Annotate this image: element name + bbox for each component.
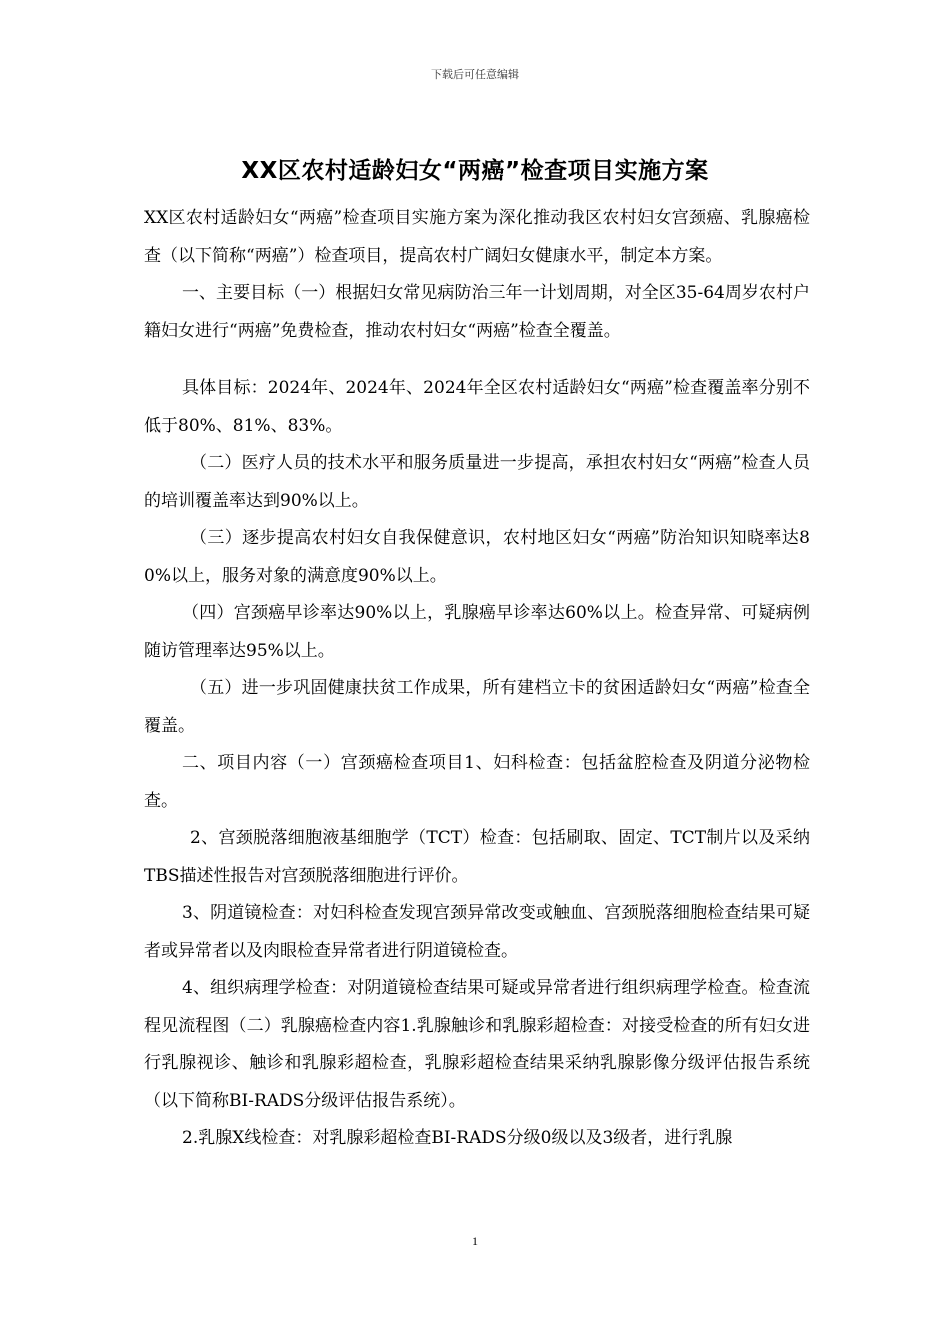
paragraph-gap — [144, 350, 810, 370]
paragraph-goal-5: （五）进一步巩固健康扶贫工作成果，所有建档立卡的贫困适龄妇女“两癌”检查全覆盖。 — [144, 678, 810, 736]
paragraph-project-content: 二、项目内容（一）宫颈癌检查项目1、妇科检查：包括盆腔检查及阴道分泌物检查。 — [144, 753, 810, 811]
paragraph-xray: 2.乳腺X线检查：对乳腺彩超检查BI-RADS分级0级以及3级者，进行乳腺 — [182, 1128, 733, 1148]
document-body — [144, 200, 810, 1158]
page-number: 1 — [472, 1234, 478, 1248]
paragraph-goal-4: （四）宫颈癌早诊率达90%以上，乳腺癌早诊率达60%以上。检查异常、可疑病例随访管理率达95%以上。 — [144, 603, 810, 661]
paragraph-specific-goal: 具体目标：2024年、2024年、2024年全区农村适龄妇女“两癌”检查覆盖率分别不低于80%、81%、83%。 — [144, 378, 810, 436]
paragraph-tct: 2、宫颈脱落细胞液基细胞学（TCT）检查：包括刷取、固定、TCT制片以及采纳TBS描述性报告对宫颈脱落细胞进行评价。 — [144, 828, 810, 886]
header-note: 下载后可任意编辑 — [431, 68, 519, 81]
paragraph-main-goal: 一、主要目标（一）根据妇女常见病防治三年一计划周期，对全区35-64周岁农村户籍妇女进行“两癌”免费检查，推动农村妇女“两癌”检查全覆盖。 — [144, 283, 810, 341]
paragraph-goal-2: （二）医疗人员的技术水平和服务质量进一步提高，承担农村妇女“两癌”检查人员的培训覆盖率达到90%以上。 — [144, 453, 810, 511]
paragraph-pathology: 4、组织病理学检查：对阴道镜检查结果可疑或异常者进行组织病理学检查。检查流程见流程图（二）乳腺癌检查内容1.乳腺触诊和乳腺彩超检查：对接受检查的所有妇女进行乳腺视诊、触诊和乳腺彩超检查，乳腺彩超检查结果采纳乳腺影像分级评估报告系统（以下简称BI-RADS分级评估报告系统）。 — [144, 978, 810, 1111]
paragraph-goal-3: （三）逐步提高农村妇女自我保健意识，农村地区妇女“两癌”防治知识知晓率达80%以上，服务对象的满意度90%以上。 — [144, 528, 810, 586]
paragraph-colposcopy: 3、阴道镜检查：对妇科检查发现宫颈异常改变或触血、宫颈脱落细胞检查结果可疑者或异常者以及肉眼检查异常者进行阴道镜检查。 — [144, 903, 810, 961]
paragraph-intro: XX区农村适龄妇女“两癌”检查项目实施方案为深化推动我区农村妇女宫颈癌、乳腺癌检查（以下简称“两癌”）检查项目，提高农村广阔妇女健康水平，制定本方案。 — [144, 208, 810, 266]
document-title: XX区农村适龄妇女“两癌”检查项目实施方案 — [241, 158, 709, 184]
